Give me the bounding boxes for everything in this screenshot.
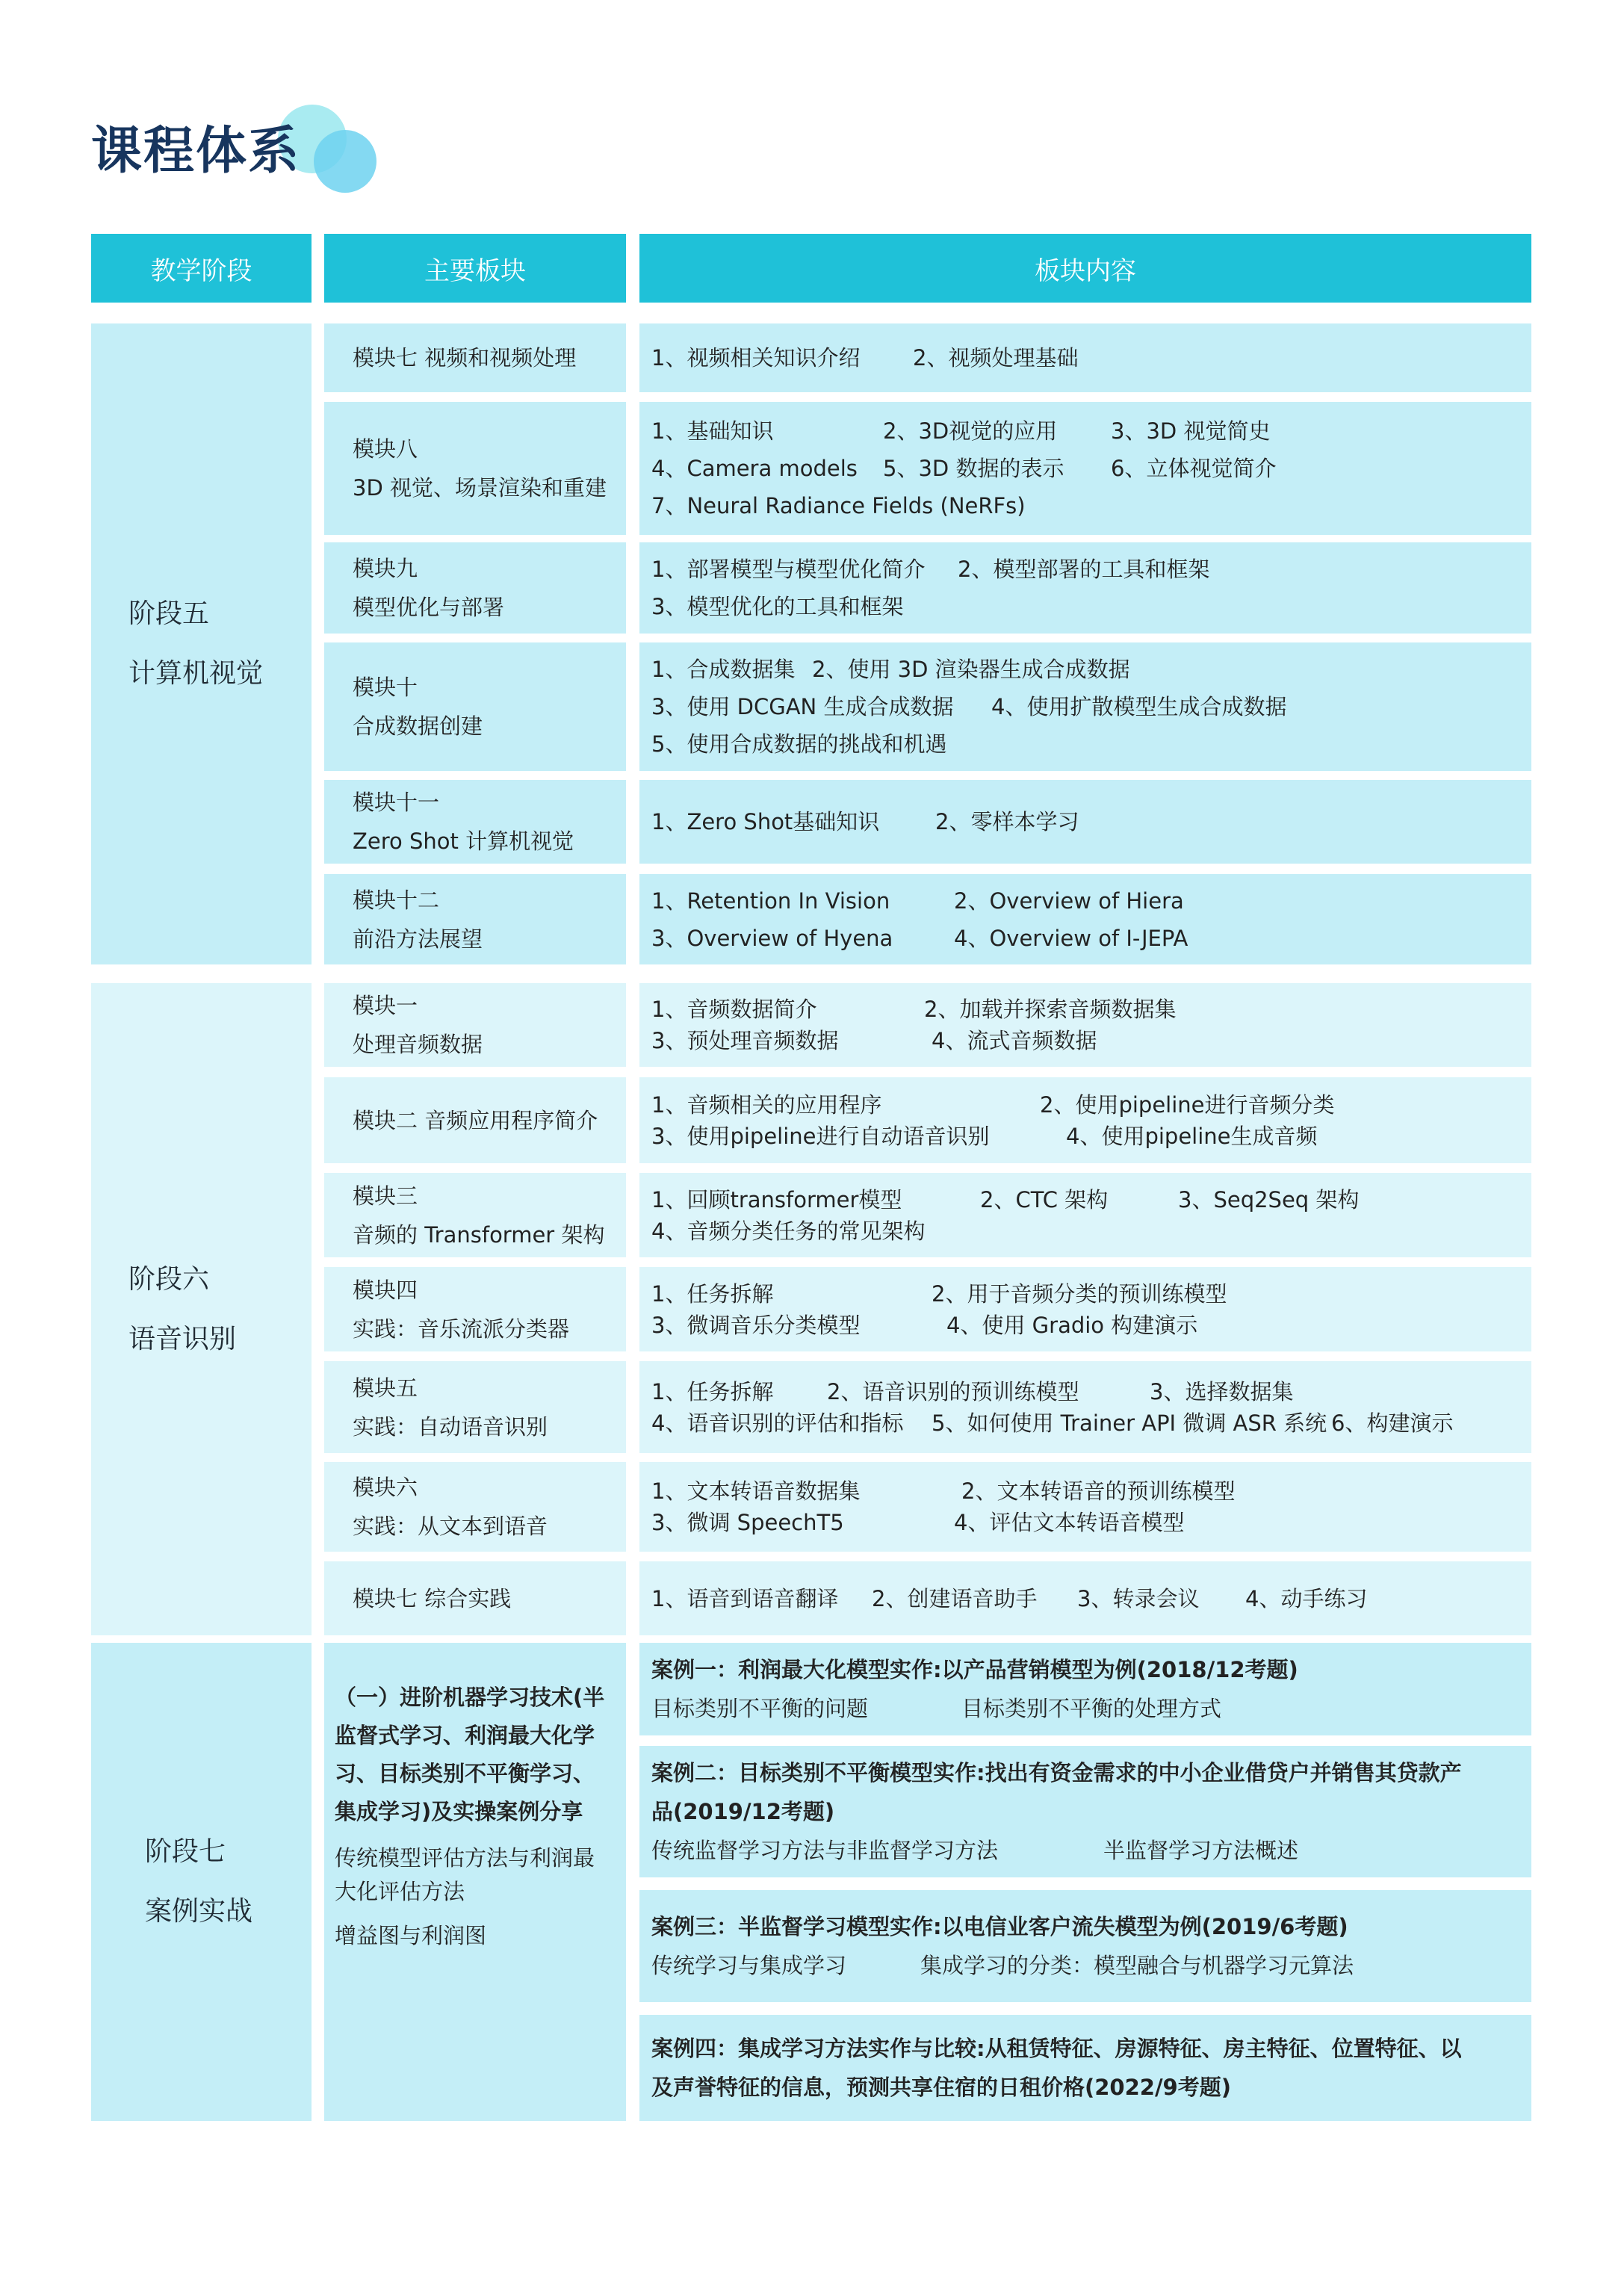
content-row (651, 803, 1519, 840)
content-cell (639, 323, 1531, 392)
module-title: 模块二 音频应用程序简介 (353, 1107, 598, 1133)
content-item: 4、语音识别的评估和指标 (651, 1410, 904, 1436)
module-subtitle: 音频的 Transformer 架构 (353, 1221, 605, 1248)
content-item: 4、音频分类任务的常见架构 (651, 1218, 926, 1244)
case-item: 传统监督学习方法与非监督学习方法 (651, 1838, 999, 1863)
stage-label: 阶段六 (128, 1263, 210, 1295)
content-row (651, 1025, 1519, 1056)
module-cell (324, 1267, 626, 1351)
title-area (91, 105, 465, 194)
module-subtitle: 实践：自动语音识别 (353, 1413, 548, 1440)
content-cell (639, 874, 1531, 964)
content-item: 2、模型部署的工具和框架 (958, 557, 1210, 582)
content-row (651, 551, 1519, 588)
content-cell (639, 1267, 1531, 1351)
content-item: 3、使用pipeline进行自动语音识别 (651, 1123, 990, 1149)
block-heading-line: 集成学习)及实操案例分享 (335, 1799, 583, 1824)
content-row (651, 994, 1519, 1025)
content-item: 1、音频数据简介 (651, 997, 817, 1022)
content-item: 1、回顾transformer模型 (651, 1186, 902, 1212)
content-item: 3、转录会议 (1077, 1585, 1200, 1611)
content-item: 4、使用 Gradio 构建演示 (946, 1312, 1198, 1338)
content-item: 3、3D 视觉简史 (1111, 418, 1271, 444)
content-item: 2、使用pipeline进行音频分类 (1040, 1091, 1335, 1118)
module-cell (324, 1173, 626, 1257)
content-item: 2、语音识别的预训练模型 (827, 1378, 1079, 1404)
case-title: 品(2019/12考题) (651, 1799, 835, 1824)
content-item: 2、使用 3D 渲染器生成合成数据 (812, 657, 1130, 682)
module-title: 模块七 综合实践 (353, 1585, 512, 1611)
stage-name: 案例实战 (145, 1896, 253, 1927)
page-title: 课程体系 (91, 122, 301, 181)
module-title: 模块九 (353, 556, 418, 581)
case-title: 案例三：半监督学习模型实作:以电信业客户流失模型为例(2019/6考题) (651, 1914, 1348, 1939)
content-item: 4、评估文本转语音模型 (954, 1510, 1185, 1535)
content-row (651, 1184, 1519, 1215)
module-cell (324, 983, 626, 1067)
content-row (651, 487, 1519, 524)
case-title: 及声誉特征的信息，预测共享住宿的日租价格(2022/9考题) (651, 2075, 1231, 2100)
content-item: 7、Neural Radiance Fields (NeRFs) (651, 493, 1026, 518)
content-cell (639, 402, 1531, 535)
content-item: 5、使用合成数据的挑战和机遇 (651, 731, 947, 757)
content-row (651, 1376, 1519, 1407)
module-title: 模块十一 (353, 790, 440, 815)
content-item: 1、视频相关知识介绍 (651, 345, 861, 371)
content-item: 3、Seq2Seq 架构 (1178, 1186, 1360, 1212)
case-title: 案例二：目标类别不平衡模型实作:找出有资金需求的中小企业借贷户并销售其贷款产 (651, 1760, 1462, 1785)
module-cell (324, 1462, 626, 1552)
case-cell (639, 1643, 1531, 1735)
content-item: 2、Overview of Hiera (954, 888, 1184, 914)
stage-five-cell (91, 323, 312, 964)
case-row (651, 1831, 1519, 1870)
content-item: 1、文本转语音数据集 (651, 1478, 861, 1504)
content-row (651, 651, 1519, 688)
block-text-line: 大化评估方法 (335, 1879, 465, 1904)
case-item: 半监督学习方法概述 (1103, 1838, 1299, 1863)
module-subtitle: 模型优化与部署 (353, 595, 505, 620)
content-cell (639, 1173, 1531, 1257)
content-row (651, 1121, 1519, 1152)
content-row (651, 1278, 1519, 1310)
content-item: 4、使用pipeline生成音频 (1066, 1123, 1318, 1149)
content-cell (639, 642, 1531, 771)
content-row (651, 1475, 1519, 1507)
header-module: 主要板块 (324, 234, 626, 303)
content-item: 1、任务拆解 (651, 1378, 774, 1404)
module-cell (324, 780, 626, 864)
case-title: 案例一：利润最大化模型实作:以产品营销模型为例(2018/12考题) (651, 1657, 1298, 1682)
content-item: 2、加载并探索音频数据集 (924, 997, 1177, 1022)
content-row (651, 725, 1519, 763)
module-title: 模块十 (353, 675, 418, 700)
module-title: 模块四 (353, 1277, 418, 1303)
content-item: 3、Overview of Hyena (651, 925, 893, 951)
content-row (651, 1215, 1519, 1247)
module-subtitle: Zero Shot 计算机视觉 (353, 829, 574, 854)
block-heading-line: （一）进阶机器学习技术(半 (335, 1685, 605, 1710)
module-cell (324, 1077, 626, 1163)
decor-circle-icon (314, 130, 376, 193)
content-item: 3、选择数据集 (1150, 1378, 1294, 1404)
content-item: 6、立体视觉简介 (1111, 456, 1277, 481)
module-cell (324, 323, 626, 392)
content-cell (639, 542, 1531, 634)
content-item: 1、合成数据集 (651, 657, 796, 682)
content-item: 3、微调音乐分类模型 (651, 1312, 861, 1338)
content-item: 1、Retention In Vision (651, 888, 890, 914)
content-row (651, 412, 1519, 450)
module-cell (324, 542, 626, 634)
stage-label: 阶段五 (128, 598, 210, 629)
content-item: 1、基础知识 (651, 418, 774, 444)
content-item: 2、文本转语音的预训练模型 (961, 1478, 1236, 1504)
content-row (651, 588, 1519, 625)
case-item: 目标类别不平衡的处理方式 (961, 1696, 1222, 1721)
module-title: 模块八 (353, 436, 418, 462)
module-title: 模块三 (353, 1183, 418, 1209)
module-subtitle: 实践：从文本到语音 (353, 1514, 548, 1539)
block-heading-line: 习、目标类别不平衡学习、 (335, 1761, 595, 1786)
content-item: 4、流式音频数据 (932, 1028, 1097, 1053)
module-cell (324, 642, 626, 771)
case-item: 传统学习与集成学习 (651, 1953, 847, 1978)
stage-seven-cell (91, 1643, 312, 2121)
case-item: 集成学习的分类：模型融合与机器学习元算法 (920, 1953, 1354, 1978)
content-item: 1、音频相关的应用程序 (651, 1091, 882, 1118)
content-row (651, 1310, 1519, 1341)
content-item: 1、任务拆解 (651, 1280, 774, 1307)
content-row (651, 920, 1519, 957)
block-text (335, 1842, 617, 1909)
content-item: 2、零样本学习 (935, 809, 1079, 834)
module-title: 模块六 (353, 1475, 418, 1500)
case-row (651, 1689, 1519, 1728)
content-row (651, 1507, 1519, 1538)
module-subtitle: 实践：音乐流派分类器 (353, 1316, 570, 1342)
module-block (324, 1643, 626, 2121)
module-title: 模块七 视频和视频处理 (353, 345, 577, 371)
content-cell (639, 1077, 1531, 1163)
case-cell (639, 2015, 1531, 2121)
content-cell (639, 780, 1531, 864)
stage-label: 阶段七 (145, 1836, 226, 1867)
module-subtitle: 合成数据创建 (353, 713, 483, 739)
content-item: 2、创建语音助手 (872, 1585, 1038, 1611)
module-subtitle: 处理音频数据 (353, 1032, 483, 1057)
module-cell (324, 1561, 626, 1635)
content-row (651, 1580, 1519, 1617)
content-item: 6、构建演示 (1331, 1410, 1454, 1436)
content-item: 3、微调 SpeechT5 (651, 1510, 844, 1535)
content-item: 4、使用扩散模型生成合成数据 (991, 694, 1287, 719)
content-row (651, 882, 1519, 920)
content-item: 2、用于音频分类的预训练模型 (932, 1280, 1227, 1307)
case-cell (639, 1890, 1531, 2002)
content-item: 5、如何使用 Trainer API 微调 ASR 系统 (932, 1410, 1327, 1436)
content-item: 4、Overview of I-JEPA (954, 925, 1188, 951)
content-cell (639, 983, 1531, 1067)
module-subtitle: 3D 视觉、场景渲染和重建 (353, 475, 607, 501)
stage-name: 计算机视觉 (128, 658, 264, 689)
content-item: 5、3D 数据的表示 (883, 456, 1064, 481)
case-title: 案例四：集成学习方法实作与比较:从租赁特征、房源特征、房主特征、位置特征、以 (651, 2036, 1462, 2061)
header-content: 板块内容 (639, 234, 1531, 303)
content-item: 1、语音到语音翻译 (651, 1585, 839, 1611)
content-cell (639, 1361, 1531, 1453)
case-row (651, 1946, 1519, 1985)
module-cell (324, 874, 626, 964)
module-title: 模块五 (353, 1375, 418, 1401)
content-item: 3、预处理音频数据 (651, 1028, 839, 1053)
module-cell (324, 402, 626, 535)
content-cell (639, 1462, 1531, 1552)
content-item: 3、使用 DCGAN 生成合成数据 (651, 694, 954, 719)
block-text-line: 传统模型评估方法与利润最 (335, 1845, 595, 1871)
content-row (651, 450, 1519, 487)
case-item: 目标类别不平衡的问题 (651, 1696, 869, 1721)
module-cell (324, 1361, 626, 1453)
module-subtitle: 前沿方法展望 (353, 926, 483, 952)
content-item: 2、视频处理基础 (913, 345, 1079, 371)
content-item: 4、动手练习 (1245, 1585, 1368, 1611)
content-row (651, 339, 1519, 377)
content-item: 4、Camera models (651, 456, 858, 481)
stage-six-cell (91, 983, 312, 1635)
block-heading-line: 监督式学习、利润最大化学 (335, 1723, 595, 1748)
content-row (651, 1089, 1519, 1121)
content-item: 2、3D视觉的应用 (883, 418, 1058, 444)
block-text-line: 增益图与利润图 (335, 1923, 487, 1948)
content-row (651, 688, 1519, 725)
content-item: 3、模型优化的工具和框架 (651, 594, 904, 619)
content-item: 2、CTC 架构 (980, 1186, 1109, 1212)
content-row (651, 1407, 1519, 1439)
content-cell (639, 1561, 1531, 1635)
module-title: 模块十二 (353, 887, 440, 913)
module-title: 模块一 (353, 993, 418, 1018)
header-stage: 教学阶段 (91, 234, 312, 303)
stage-name: 语音识别 (128, 1323, 237, 1354)
case-cell (639, 1746, 1531, 1877)
content-item: 1、部署模型与模型优化简介 (651, 557, 926, 582)
content-item: 1、Zero Shot基础知识 (651, 809, 880, 834)
